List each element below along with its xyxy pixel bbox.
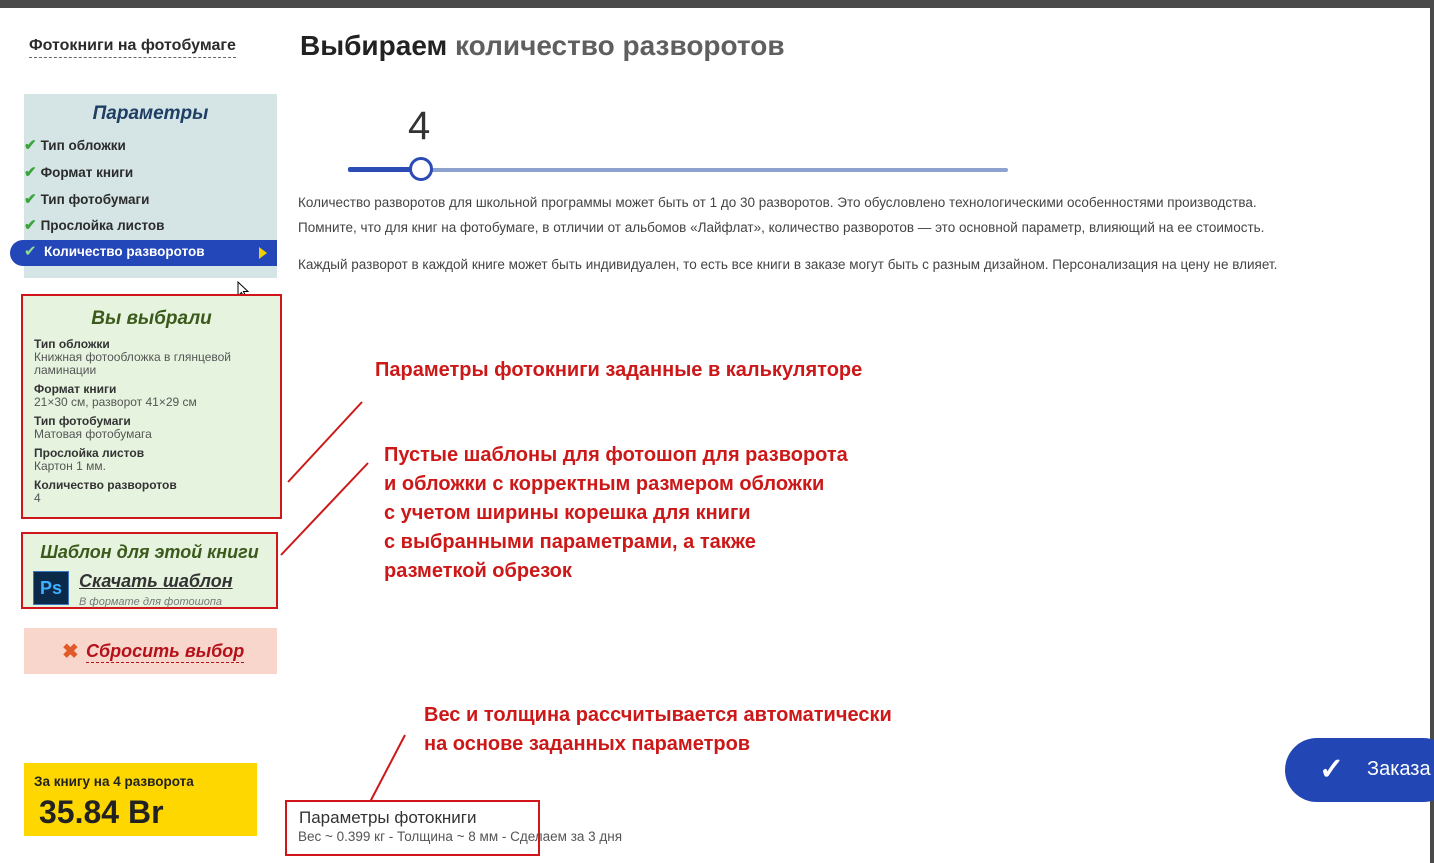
selected-value: Картон 1 мм. bbox=[34, 459, 106, 473]
annotation-line: Вес и толщина рассчитывается автоматически bbox=[424, 704, 892, 726]
reset-label: Сбросить выбор bbox=[86, 641, 245, 661]
parameters-title: Параметры bbox=[92, 103, 209, 124]
pointer-line bbox=[288, 402, 362, 482]
photoshop-icon: Ps bbox=[33, 571, 69, 605]
param-item-label: Тип обложки bbox=[40, 138, 126, 153]
download-template-link[interactable]: Скачать шаблон bbox=[79, 571, 233, 591]
check-icon: ✔ bbox=[24, 217, 37, 234]
selected-value: 4 bbox=[34, 491, 41, 505]
selected-value: Книжная фотообложка в глянцевой ламинации bbox=[34, 350, 232, 377]
annotation-params: Параметры фотокниги заданные в калькуляторе bbox=[375, 359, 863, 381]
selected-key: Формат книги bbox=[34, 382, 117, 396]
annotation-line: с выбранными параметрами, а также bbox=[384, 531, 756, 553]
check-icon: ✔ bbox=[24, 243, 37, 260]
param-item-label: Формат книги bbox=[40, 165, 134, 180]
check-icon: ✔ bbox=[24, 164, 37, 181]
book-params-details: Вес ~ 0.399 кг - Толщина ~ 8 мм - Сделаем за 3 дня bbox=[298, 829, 623, 844]
page-title-rest: количество разворотов bbox=[455, 30, 785, 61]
selected-value: Матовая фотобумага bbox=[34, 427, 152, 441]
template-title: Шаблон для этой книги bbox=[40, 542, 259, 562]
check-icon: ✔ bbox=[24, 191, 37, 208]
annotation-line: разметкой обрезок bbox=[384, 560, 572, 582]
annotation-line: и обложки с корректным размером обложки bbox=[384, 473, 825, 495]
selected-key: Прослойка листов bbox=[34, 446, 145, 460]
selected-key: Тип фотобумаги bbox=[34, 414, 131, 428]
description-line: Количество разворотов для школьной программы может быть от 1 до 30 разворотов. Это обусловлено технологическими особенностями производства. bbox=[298, 195, 1257, 210]
slider-value: 4 bbox=[408, 104, 431, 148]
description-line: Каждый разворот в каждой книге может быть индивидуален, то есть все книги в заказе могут быть с разным дизайном. Персонализация на цену не влияет. bbox=[298, 257, 1278, 272]
checkmark-icon: ✓ bbox=[1319, 753, 1345, 786]
annotation-line: с учетом ширины корешка для книги bbox=[384, 502, 751, 524]
price-value: 35.84 Br bbox=[39, 794, 164, 830]
page-title-bold: Выбираем bbox=[300, 30, 448, 61]
check-icon: ✔ bbox=[24, 137, 37, 154]
param-item-label: Тип фотобумаги bbox=[40, 192, 150, 207]
book-params-box bbox=[285, 800, 540, 856]
book-params-title: Параметры фотокниги bbox=[299, 808, 477, 827]
param-item-label: Количество разворотов bbox=[44, 244, 205, 259]
site-title-link[interactable]: Фотокниги на фотобумаге bbox=[29, 37, 236, 58]
annotation-line: на основе заданных параметров bbox=[424, 733, 751, 755]
order-button[interactable] bbox=[1285, 738, 1434, 802]
close-icon: ✖ bbox=[62, 641, 79, 663]
selected-key: Количество разворотов bbox=[34, 478, 177, 492]
selected-value: 21×30 см, разворот 41×29 см bbox=[34, 395, 197, 409]
download-template-subtext: В формате для фотошопа bbox=[79, 596, 223, 608]
selected-title: Вы выбрали bbox=[91, 308, 212, 329]
param-item-label: Прослойка листов bbox=[40, 218, 165, 233]
annotation-line: Пустые шаблоны для фотошоп для разворота bbox=[384, 444, 848, 466]
description-line: Помните, что для книг на фотобумаге, в отличии от альбомов «Лайфлат», количество разворотов — это основной параметр, влияющий на ее стоимость. bbox=[298, 220, 1265, 235]
order-button-label: Заказа bbox=[1367, 758, 1431, 780]
price-label: За книгу на 4 разворота bbox=[34, 774, 194, 789]
selected-key: Тип обложки bbox=[34, 337, 110, 351]
pointer-line bbox=[370, 735, 405, 802]
